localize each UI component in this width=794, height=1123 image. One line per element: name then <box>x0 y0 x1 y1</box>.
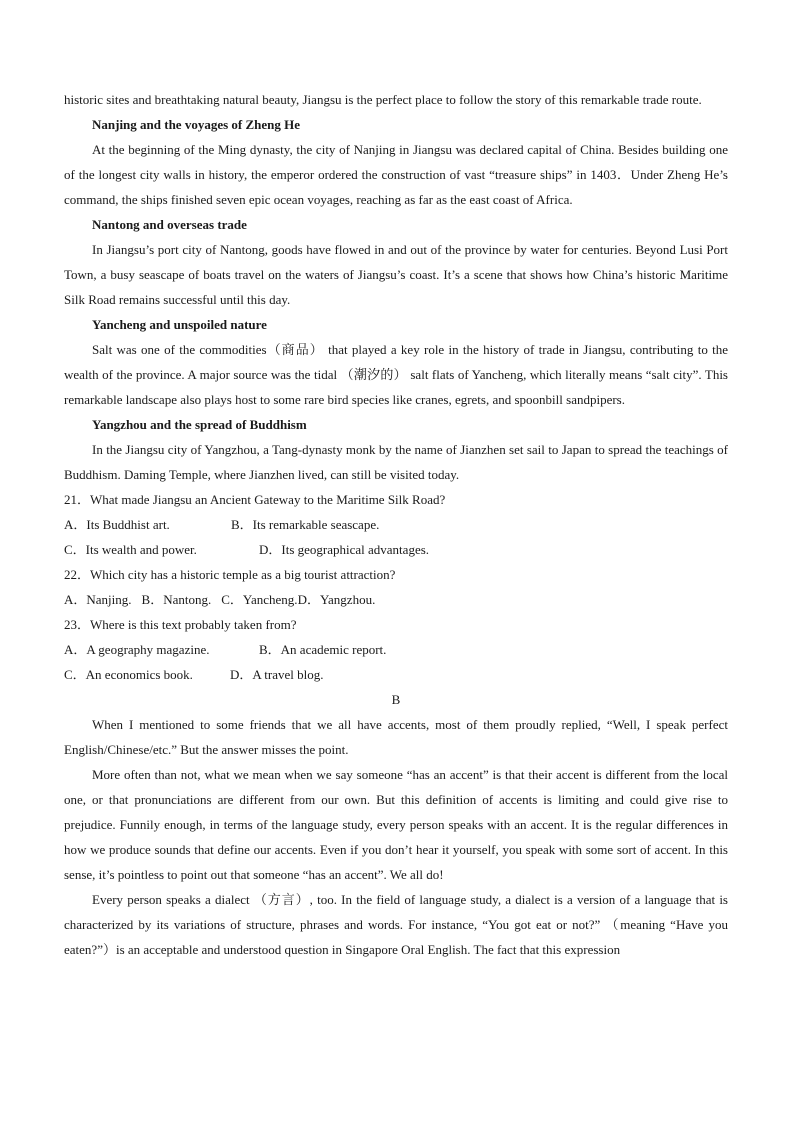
section-heading-nanjing: Nanjing and the voyages of Zheng He <box>92 117 301 132</box>
section-body-yangzhou: In the Jiangsu city of Yangzhou, a Tang-dynasty monk by the name of Jianzhen set sail to Japan to spread the teachings of Buddhism. Daming Temple, where Jianzhen lived, can still be visited today. <box>64 442 728 482</box>
question-21-option-b[interactable]: B．Its remarkable seascape. <box>231 517 380 532</box>
question-23-option-b[interactable]: B．An academic report. <box>259 642 387 657</box>
question-23-option-c[interactable]: C．An economics book. <box>64 667 193 682</box>
intro-continuation: historic sites and breathtaking natural beauty, Jiangsu is the perfect place to follow the story of this remarkable trade route. <box>64 92 702 107</box>
question-23-option-d[interactable]: D．A travel blog. <box>230 667 324 682</box>
question-22-stem: 22．Which city has a historic temple as a big tourist attraction? <box>64 567 396 582</box>
question-23-option-a[interactable]: A．A geography magazine. <box>64 642 210 657</box>
question-21-option-d[interactable]: D．Its geographical advantages. <box>259 542 430 557</box>
section-body-yancheng: Salt was one of the commodities（商品） that played a key role in the history of trade in Jiangsu, contributing to the wealth of the province. A major source was the tidal （潮汐的） salt flats of Yancheng, which literally means “salt city”. This remarkable landscape also plays host to some rare bird species like cranes, egrets, and spoonbill sandpipers. <box>64 342 728 407</box>
question-21-options-row-1 <box>64 512 728 537</box>
section-heading-yangzhou: Yangzhou and the spread of Buddhism <box>92 417 307 432</box>
question-23-stem: 23．Where is this text probably taken from? <box>64 617 297 632</box>
question-22-option-d[interactable]: D．Yangzhou. <box>297 592 376 607</box>
question-23-options-row-1 <box>64 637 728 662</box>
question-22-option-b[interactable]: B．Nantong. <box>141 592 212 607</box>
section-body-nanjing: At the beginning of the Ming dynasty, the city of Nanjing in Jiangsu was declared capital of China. Besides building one of the longest city walls in history, the emperor ordered the construction of vast “treasure ships” in 1403．Under Zheng He’s command, the ships finished seven epic ocean voyages, reaching as far as the east coast of Africa. <box>64 142 728 207</box>
question-22-option-c[interactable]: C．Yancheng. <box>221 592 298 607</box>
question-21-stem: 21．What made Jiangsu an Ancient Gateway to the Maritime Silk Road? <box>64 492 446 507</box>
question-21-options-row-2 <box>64 537 728 562</box>
section-b-paragraph-1: When I mentioned to some friends that we all have accents, most of them proudly replied, “Well, I speak perfect English/Chinese/etc.” But the answer misses the point. <box>64 717 728 757</box>
section-b-paragraph-2: More often than not, what we mean when we say someone “has an accent” is that their accent is different from the local one, or that pronunciations are different from our own. But this definition of accents is limiting and could give rise to prejudice. Funnily enough, in terms of the language study, every person speaks with an accent. It is the regular differences in how we produce sounds that define our accents. Even if you don’t hear it yourself, you speak with some sort of accent. In this sense, it’s pointless to point out that someone “has an accent”. We all do! <box>64 767 728 882</box>
question-23-options-row-2 <box>64 662 728 687</box>
section-heading-nantong: Nantong and overseas trade <box>92 217 247 232</box>
section-heading-yancheng: Yancheng and unspoiled nature <box>92 317 267 332</box>
question-22-options-row <box>64 587 728 612</box>
section-body-nantong: In Jiangsu’s port city of Nantong, goods have flowed in and out of the province by water for centuries. Beyond Lusi Port Town, a busy seascape of boats travel on the waters of Jiangsu’s coast. It’s a scene that shows how China’s historic Maritime Silk Road remains successful until this day. <box>64 242 728 307</box>
section-b-label: B <box>391 692 401 707</box>
section-b-paragraph-3: Every person speaks a dialect （方言）, too. In the field of language study, a dialect is a version of a language that is characterized by its variations of structure, phrases and words. For instance, “You got eat or not?” （meaning “Have you eaten?”）is an acceptable and understood question in Singapore Oral English. The fact that this expression <box>64 892 728 957</box>
question-22-option-a[interactable]: A．Nanjing. <box>64 592 132 607</box>
question-21-option-c[interactable]: C．Its wealth and power. <box>64 542 197 557</box>
question-21-option-a[interactable]: A．Its Buddhist art. <box>64 517 170 532</box>
document-page <box>64 87 728 962</box>
